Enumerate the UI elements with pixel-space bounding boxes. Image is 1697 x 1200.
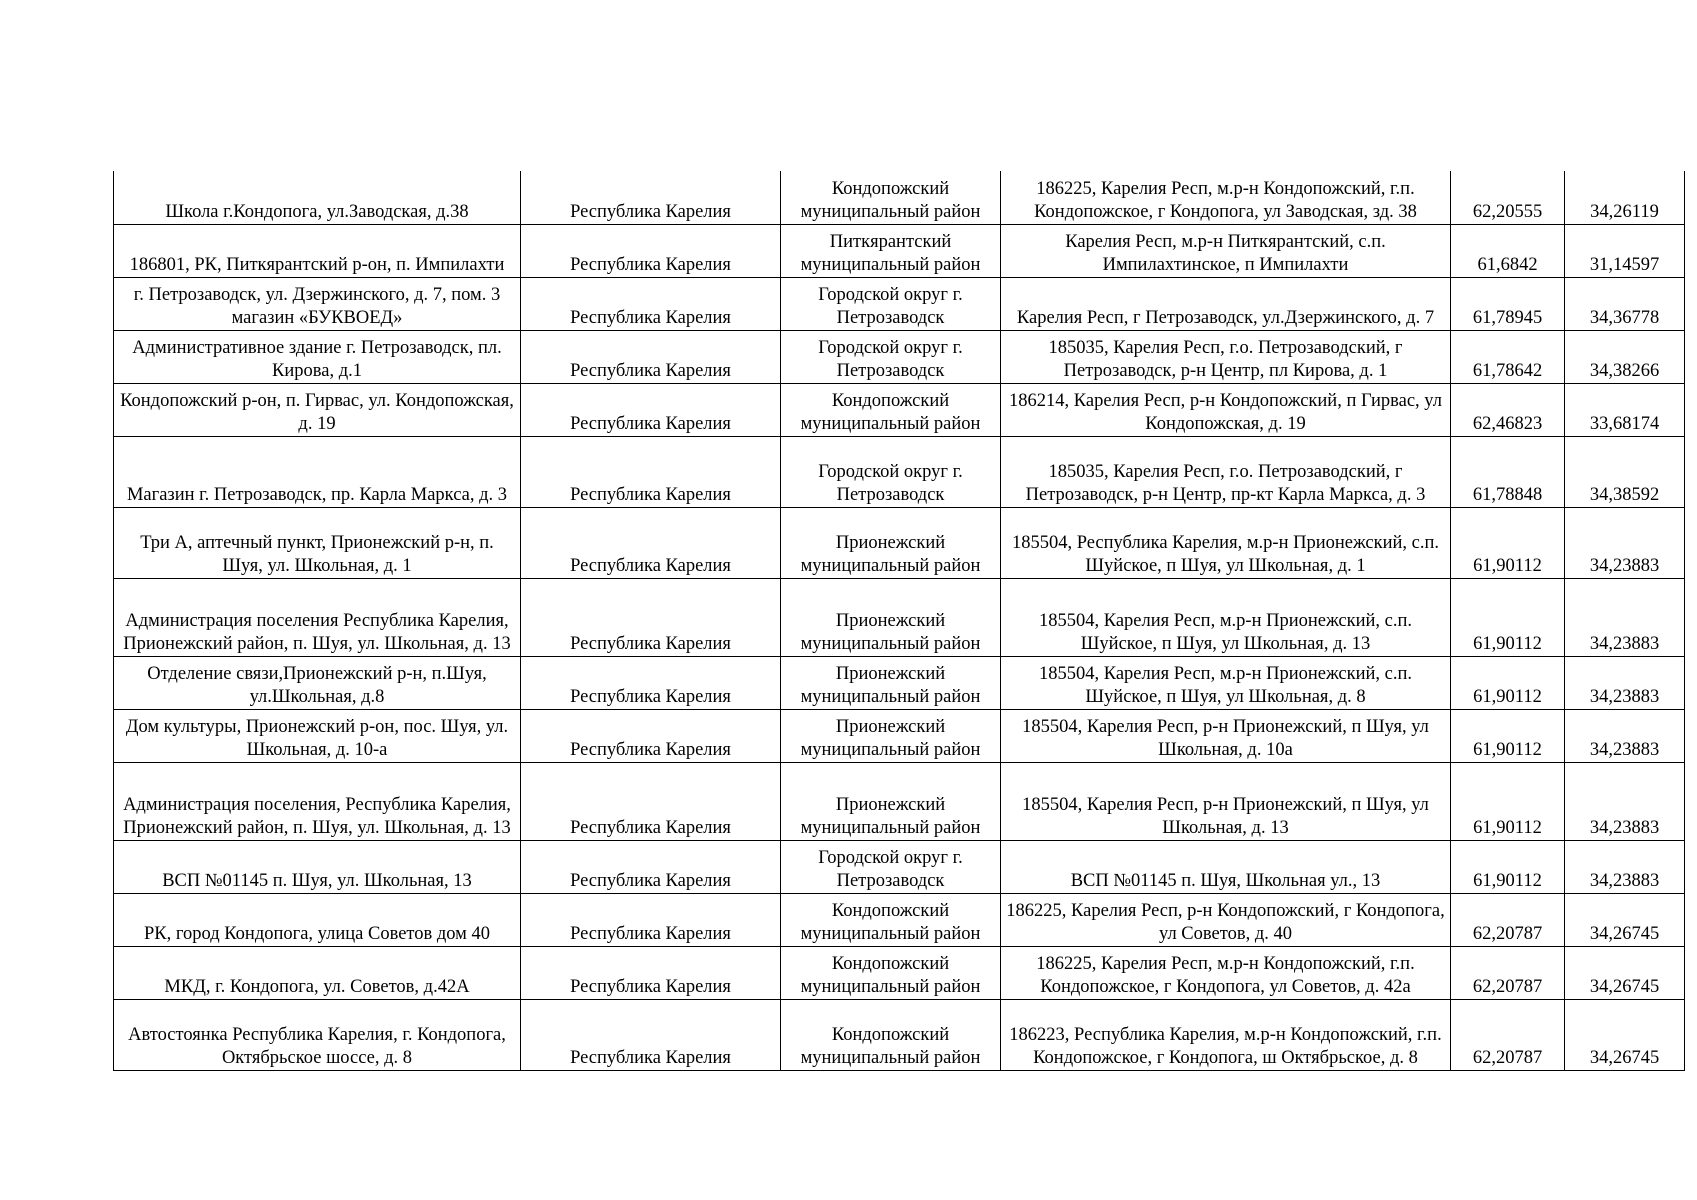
cell-region: Республика Карелия bbox=[521, 507, 781, 578]
table-row bbox=[114, 999, 1685, 1070]
table-row bbox=[114, 383, 1685, 436]
cell-name: Автостоянка Республика Карелия, г. Кондопога, Октябрьское шоссе, д. 8 bbox=[114, 999, 521, 1070]
cell-latitude: 62,20787 bbox=[1451, 946, 1565, 999]
cell-district: Городской округ г. Петрозаводск bbox=[781, 840, 1001, 893]
cell-district: Городской округ г. Петрозаводск bbox=[781, 277, 1001, 330]
cell-address: 185035, Карелия Респ, г.о. Петрозаводский, г Петрозаводск, р-н Центр, пр-кт Карла Маркса, д. 3 bbox=[1001, 436, 1451, 507]
cell-district: Прионежский муниципальный район bbox=[781, 709, 1001, 762]
table-row bbox=[114, 709, 1685, 762]
cell-name: МКД, г. Кондопога, ул. Советов, д.42А bbox=[114, 946, 521, 999]
cell-latitude: 61,90112 bbox=[1451, 656, 1565, 709]
table-row bbox=[114, 277, 1685, 330]
table-row bbox=[114, 578, 1685, 656]
cell-address: 185035, Карелия Респ, г.о. Петрозаводский, г Петрозаводск, р-н Центр, пл Кирова, д. 1 bbox=[1001, 330, 1451, 383]
cell-longitude: 31,14597 bbox=[1565, 224, 1685, 277]
cell-region: Республика Карелия bbox=[521, 277, 781, 330]
cell-latitude: 61,90112 bbox=[1451, 840, 1565, 893]
cell-latitude: 62,20555 bbox=[1451, 171, 1565, 224]
cell-region: Республика Карелия bbox=[521, 999, 781, 1070]
cell-name: Дом культуры, Прионежский р-он, пос. Шуя, ул. Школьная, д. 10-а bbox=[114, 709, 521, 762]
table-row bbox=[114, 507, 1685, 578]
locations-table bbox=[113, 171, 1685, 1071]
cell-longitude: 34,26745 bbox=[1565, 893, 1685, 946]
cell-address: Карелия Респ, г Петрозаводск, ул.Дзержинского, д. 7 bbox=[1001, 277, 1451, 330]
cell-longitude: 34,23883 bbox=[1565, 762, 1685, 840]
cell-latitude: 61,78848 bbox=[1451, 436, 1565, 507]
cell-region: Республика Карелия bbox=[521, 709, 781, 762]
cell-name: Кондопожский р-он, п. Гирвас, ул. Кондопожская, д. 19 bbox=[114, 383, 521, 436]
cell-district: Прионежский муниципальный район bbox=[781, 507, 1001, 578]
cell-latitude: 61,90112 bbox=[1451, 762, 1565, 840]
cell-region: Республика Карелия bbox=[521, 171, 781, 224]
cell-region: Республика Карелия bbox=[521, 762, 781, 840]
cell-region: Республика Карелия bbox=[521, 578, 781, 656]
table-row bbox=[114, 840, 1685, 893]
cell-address: 185504, Республика Карелия, м.р-н Прионежский, с.п. Шуйское, п Шуя, ул Школьная, д. 1 bbox=[1001, 507, 1451, 578]
cell-address: Карелия Респ, м.р-н Питкярантский, с.п. Импилахтинское, п Импилахти bbox=[1001, 224, 1451, 277]
cell-latitude: 61,78642 bbox=[1451, 330, 1565, 383]
cell-latitude: 62,20787 bbox=[1451, 893, 1565, 946]
cell-longitude: 34,26119 bbox=[1565, 171, 1685, 224]
cell-name: Административное здание г. Петрозаводск, пл. Кирова, д.1 bbox=[114, 330, 521, 383]
cell-name: Администрация поселения, Республика Карелия, Прионежский район, п. Шуя, ул. Школьная, д. 13 bbox=[114, 762, 521, 840]
cell-latitude: 62,46823 bbox=[1451, 383, 1565, 436]
table-row bbox=[114, 946, 1685, 999]
cell-longitude: 34,26745 bbox=[1565, 999, 1685, 1070]
cell-address: 185504, Карелия Респ, р-н Прионежский, п Шуя, ул Школьная, д. 13 bbox=[1001, 762, 1451, 840]
cell-longitude: 34,38592 bbox=[1565, 436, 1685, 507]
table-row bbox=[114, 436, 1685, 507]
cell-region: Республика Карелия bbox=[521, 893, 781, 946]
cell-name: ВСП №01145 п. Шуя, ул. Школьная, 13 bbox=[114, 840, 521, 893]
cell-region: Республика Карелия bbox=[521, 383, 781, 436]
cell-name: г. Петрозаводск, ул. Дзержинского, д. 7, пом. 3 магазин «БУКВОЕД» bbox=[114, 277, 521, 330]
cell-district: Кондопожский муниципальный район bbox=[781, 946, 1001, 999]
cell-district: Кондопожский муниципальный район bbox=[781, 383, 1001, 436]
cell-address: 186214, Карелия Респ, р-н Кондопожский, п Гирвас, ул Кондопожская, д. 19 bbox=[1001, 383, 1451, 436]
cell-latitude: 61,78945 bbox=[1451, 277, 1565, 330]
cell-region: Республика Карелия bbox=[521, 946, 781, 999]
cell-name: Администрация поселения Республика Карелия, Прионежский район, п. Шуя, ул. Школьная, д. 13 bbox=[114, 578, 521, 656]
cell-latitude: 61,90112 bbox=[1451, 578, 1565, 656]
cell-longitude: 34,23883 bbox=[1565, 507, 1685, 578]
cell-district: Кондопожский муниципальный район bbox=[781, 171, 1001, 224]
cell-district: Питкярантский муниципальный район bbox=[781, 224, 1001, 277]
cell-address: 186225, Карелия Респ, м.р-н Кондопожский, г.п. Кондопожское, г Кондопога, ул Советов, д. 42а bbox=[1001, 946, 1451, 999]
cell-latitude: 61,90112 bbox=[1451, 709, 1565, 762]
cell-name: Школа г.Кондопога, ул.Заводская, д.38 bbox=[114, 171, 521, 224]
cell-region: Республика Карелия bbox=[521, 330, 781, 383]
cell-address: 186223, Республика Карелия, м.р-н Кондопожский, г.п. Кондопожское, г Кондопога, ш Октябрьское, д. 8 bbox=[1001, 999, 1451, 1070]
table-body bbox=[114, 171, 1685, 1070]
cell-name: Три А, аптечный пункт, Прионежский р-н, п. Шуя, ул. Школьная, д. 1 bbox=[114, 507, 521, 578]
cell-district: Кондопожский муниципальный район bbox=[781, 999, 1001, 1070]
cell-longitude: 34,23883 bbox=[1565, 656, 1685, 709]
cell-longitude: 34,38266 bbox=[1565, 330, 1685, 383]
cell-region: Республика Карелия bbox=[521, 436, 781, 507]
cell-address: 186225, Карелия Респ, м.р-н Кондопожский, г.п. Кондопожское, г Кондопога, ул Заводская, зд. 38 bbox=[1001, 171, 1451, 224]
cell-name: РК, город Кондопога, улица Советов дом 40 bbox=[114, 893, 521, 946]
cell-district: Кондопожский муниципальный район bbox=[781, 893, 1001, 946]
cell-district: Прионежский муниципальный район bbox=[781, 578, 1001, 656]
cell-name: Отделение связи,Прионежский р-н, п.Шуя, ул.Школьная, д.8 bbox=[114, 656, 521, 709]
table-row bbox=[114, 893, 1685, 946]
cell-address: 185504, Карелия Респ, м.р-н Прионежский, с.п. Шуйское, п Шуя, ул Школьная, д. 8 bbox=[1001, 656, 1451, 709]
cell-address: 185504, Карелия Респ, р-н Прионежский, п Шуя, ул Школьная, д. 10а bbox=[1001, 709, 1451, 762]
cell-region: Республика Карелия bbox=[521, 656, 781, 709]
cell-address: ВСП №01145 п. Шуя, Школьная ул., 13 bbox=[1001, 840, 1451, 893]
table-row bbox=[114, 224, 1685, 277]
table-row bbox=[114, 171, 1685, 224]
cell-latitude: 62,20787 bbox=[1451, 999, 1565, 1070]
cell-longitude: 34,26745 bbox=[1565, 946, 1685, 999]
table-row bbox=[114, 330, 1685, 383]
cell-name: 186801, РК, Питкярантский р-он, п. Импилахти bbox=[114, 224, 521, 277]
cell-longitude: 33,68174 bbox=[1565, 383, 1685, 436]
table-row bbox=[114, 656, 1685, 709]
cell-district: Прионежский муниципальный район bbox=[781, 762, 1001, 840]
cell-latitude: 61,90112 bbox=[1451, 507, 1565, 578]
table-row bbox=[114, 762, 1685, 840]
cell-longitude: 34,23883 bbox=[1565, 578, 1685, 656]
cell-address: 186225, Карелия Респ, р-н Кондопожский, г Кондопога, ул Советов, д. 40 bbox=[1001, 893, 1451, 946]
cell-region: Республика Карелия bbox=[521, 224, 781, 277]
cell-longitude: 34,23883 bbox=[1565, 840, 1685, 893]
cell-district: Городской округ г. Петрозаводск bbox=[781, 436, 1001, 507]
cell-latitude: 61,6842 bbox=[1451, 224, 1565, 277]
cell-region: Республика Карелия bbox=[521, 840, 781, 893]
cell-name: Магазин г. Петрозаводск, пр. Карла Маркса, д. 3 bbox=[114, 436, 521, 507]
cell-district: Прионежский муниципальный район bbox=[781, 656, 1001, 709]
cell-district: Городской округ г. Петрозаводск bbox=[781, 330, 1001, 383]
cell-longitude: 34,23883 bbox=[1565, 709, 1685, 762]
cell-address: 185504, Карелия Респ, м.р-н Прионежский, с.п. Шуйское, п Шуя, ул Школьная, д. 13 bbox=[1001, 578, 1451, 656]
cell-longitude: 34,36778 bbox=[1565, 277, 1685, 330]
